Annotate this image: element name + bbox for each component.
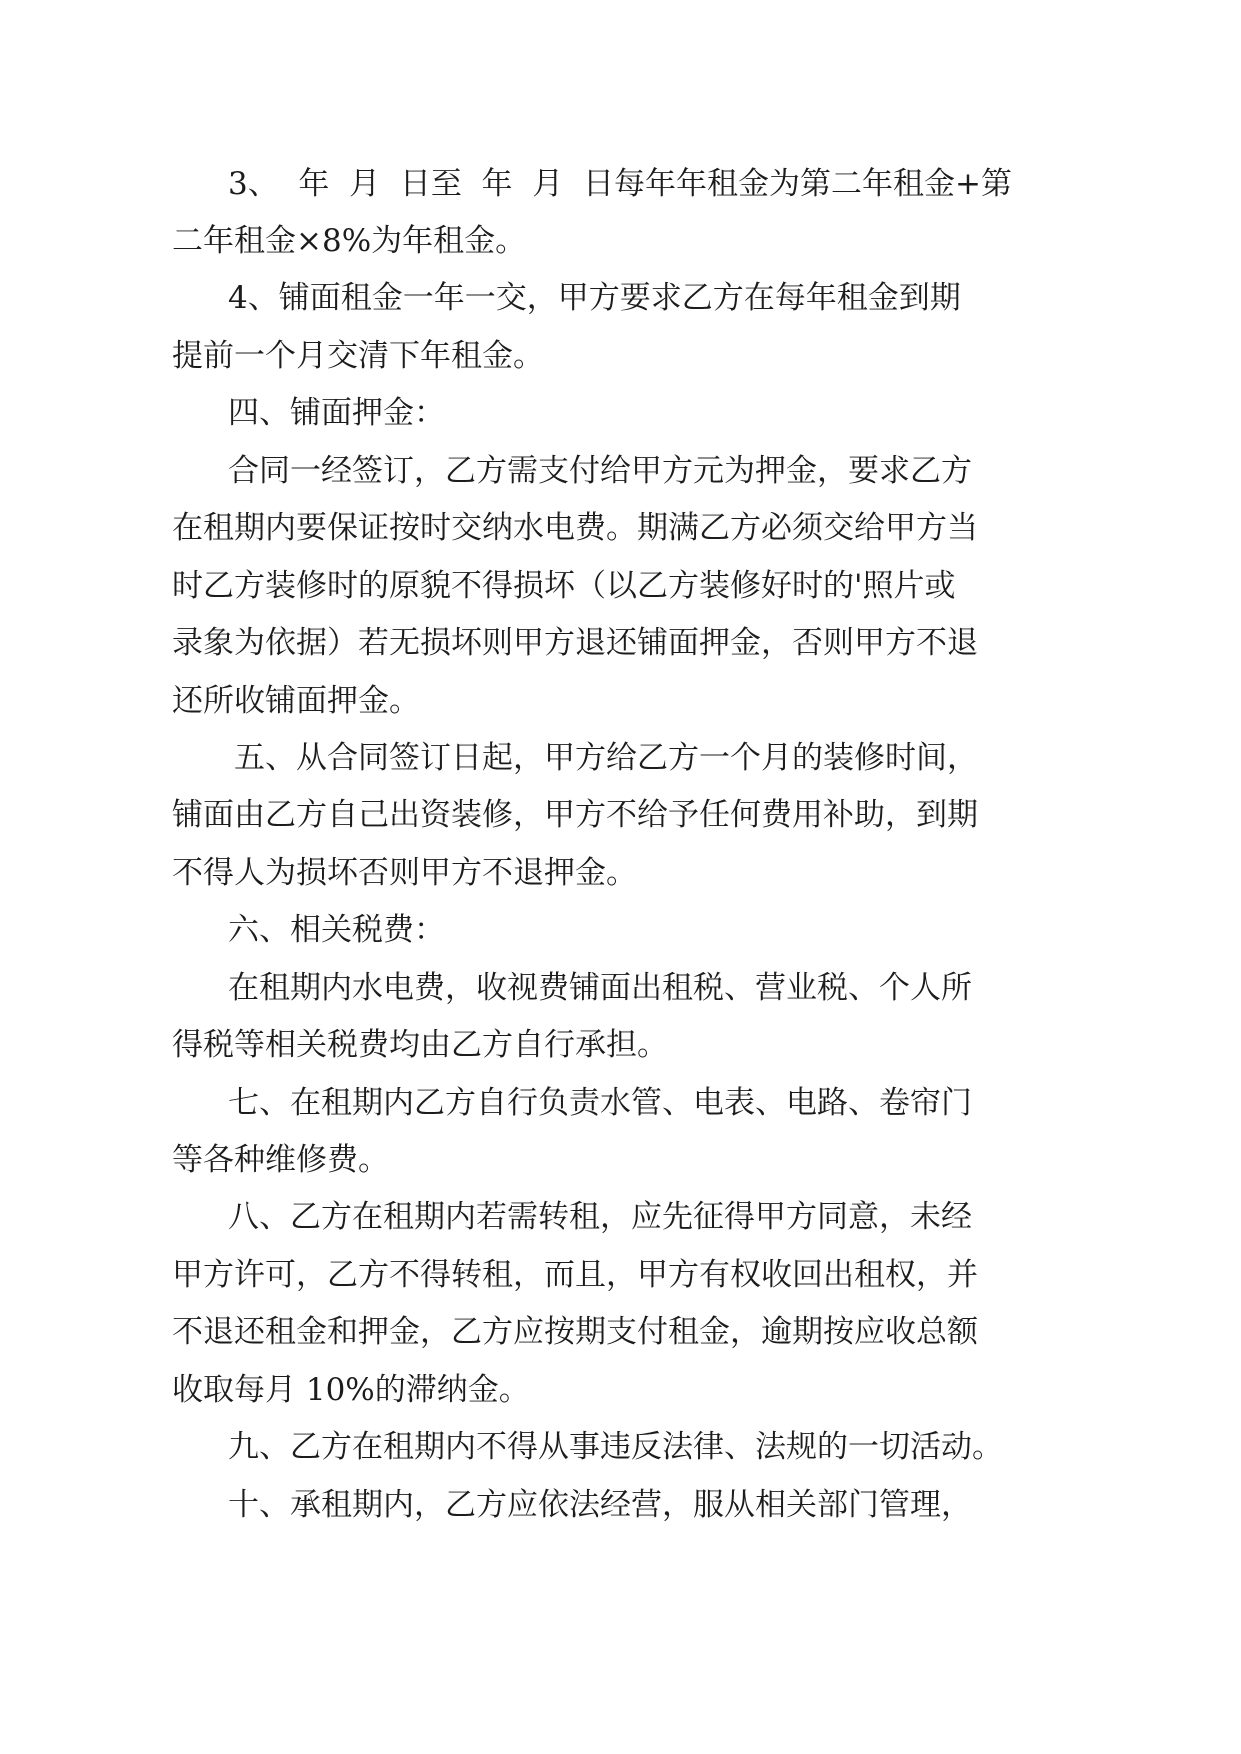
text-line: 五、从合同签订日起，甲方给乙方一个月的装修时间， [234,740,978,776]
text-line: 等各种维修费。 [172,1142,389,1178]
text-line: 甲方许可，乙方不得转租，而且，甲方有权收回出租权，并 [172,1257,978,1293]
text-line: 六、相关税费： [228,912,445,948]
text-line: 提前一个月交清下年租金。 [172,338,544,374]
text-line: 收取每月 10%的滞纳金。 [172,1372,530,1408]
text-line: 还所收铺面押金。 [172,683,420,719]
text-line: 在租期内水电费，收视费铺面出租税、营业税、个人所 [228,970,972,1006]
text-line: 在租期内要保证按时交纳水电费。期满乙方必须交给甲方当 [172,510,978,546]
text-line: 八、乙方在租期内若需转租，应先征得甲方同意，未经 [228,1199,972,1235]
text-line: 七、在租期内乙方自行负责水管、电表、电路、卷帘门 [228,1085,972,1121]
text-line: 3、 年 月 日至 年 月 日每年年租金为第二年租金+第 [228,166,1012,202]
text-line: 得税等相关税费均由乙方自行承担。 [172,1027,668,1063]
text-line: 不退还租金和押金，乙方应按期支付租金，逾期按应收总额 [172,1314,978,1350]
text-line: 十、承租期内，乙方应依法经营，服从相关部门管理， [228,1487,972,1523]
text-line: 铺面由乙方自己出资装修，甲方不给予任何费用补助，到期 [172,797,978,833]
text-line: 时乙方装修时的原貌不得损坏（以乙方装修好时的'照片或 [172,568,956,604]
text-line: 不得人为损坏否则甲方不退押金。 [172,855,637,891]
text-line: 九、乙方在租期内不得从事违反法律、法规的一切活动。 [228,1429,1003,1465]
text-line: 合同一经签订，乙方需支付给甲方元为押金，要求乙方 [228,453,972,489]
text-line: 录象为依据）若无损坏则甲方退还铺面押金，否则甲方不退 [172,625,978,661]
text-line: 四、铺面押金： [228,395,445,431]
text-line: 二年租金×8%为年租金。 [172,223,527,259]
text-line: 4、铺面租金一年一交，甲方要求乙方在每年租金到期 [228,280,961,316]
